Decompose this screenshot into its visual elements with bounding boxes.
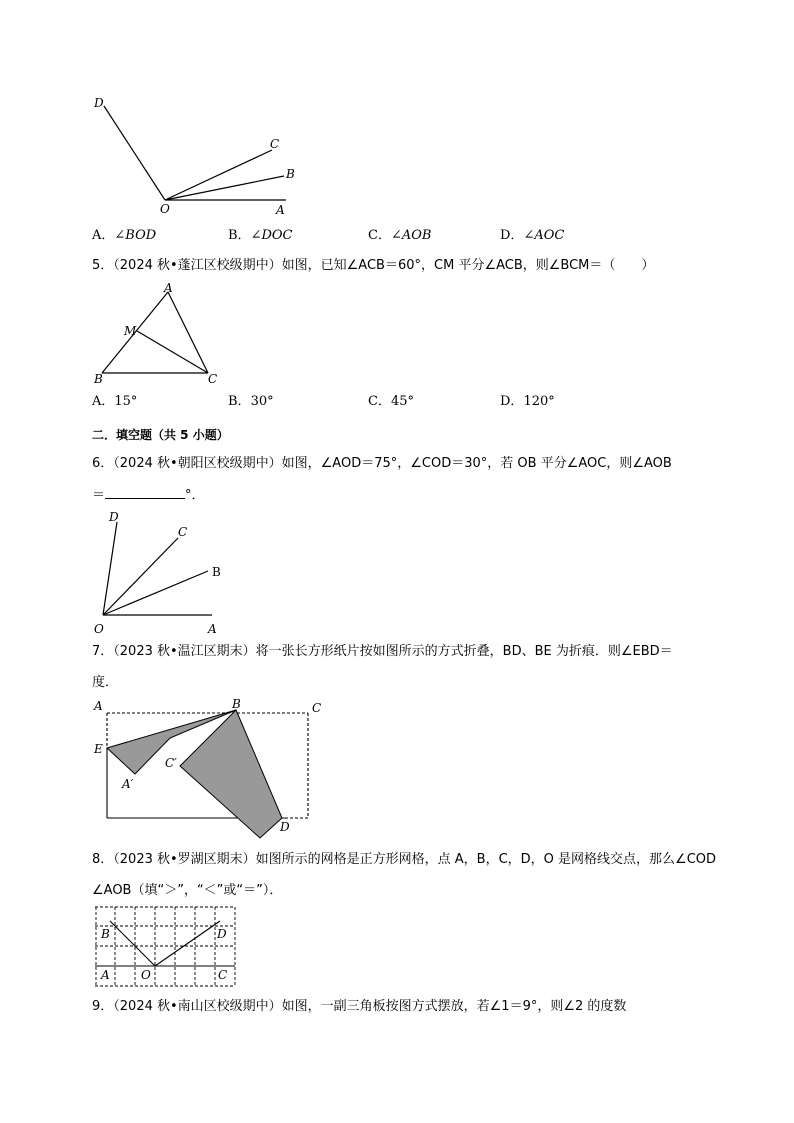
q6-label-c: C xyxy=(178,525,188,539)
option-text: 45° xyxy=(390,394,414,409)
q7-label-a: A xyxy=(94,699,103,713)
ray-od xyxy=(155,921,220,966)
option-text: ∠AOC xyxy=(523,228,565,243)
q7-label-c: C xyxy=(312,701,322,715)
q6-label-a: A xyxy=(208,622,217,636)
option-text: 30° xyxy=(250,394,274,409)
ray-od xyxy=(104,106,165,200)
q8-stem: 8．（2023 秋•罗湖区期末）如图所示的网格是正方形网格，点 A，B，C，D，O 是网格线交点，那么∠COD xyxy=(92,852,717,867)
q5-stem: 5．（2024 秋•蓬江区校级期中）如图，已知∠ACB＝60°，CM 平分∠ACB，则∠BCM＝（ ） xyxy=(92,258,655,273)
q7-line2: 度． xyxy=(92,675,119,690)
q6-equals: ＝ xyxy=(92,488,106,503)
q9-stem: 9．（2024 秋•南山区校级期中）如图，一副三角板按图方式摆放，若∠1＝9°，则∠2 的度数 xyxy=(92,999,627,1014)
q5-label-b: B xyxy=(94,372,103,386)
q5-label-a: A xyxy=(164,281,173,295)
ray-ob xyxy=(110,921,155,966)
option-key: D． xyxy=(500,228,524,243)
ray-oc xyxy=(103,538,178,615)
q6-answer-blank[interactable] xyxy=(105,486,185,499)
q7-fold-figure xyxy=(90,696,330,846)
section-title: 二．填空题（共 5 小题） xyxy=(92,428,229,442)
ray-ob xyxy=(103,571,208,615)
q8-label-a: A xyxy=(101,968,110,982)
q6-angle-figure xyxy=(90,508,230,628)
option-text: ∠DOC xyxy=(250,228,293,243)
q8-label-b: B xyxy=(101,927,110,941)
option-key: C． xyxy=(368,228,391,243)
q4-label-b: B xyxy=(286,167,295,181)
q5-option-a[interactable] xyxy=(92,394,137,410)
q4-label-d: D xyxy=(94,96,104,110)
option-text: ∠AOB xyxy=(390,228,432,243)
q7-stem: 7．（2023 秋•温江区期末）将一张长方形纸片按如图所示的方式折叠，BD、BE 为折痕．则∠EBD＝ xyxy=(92,644,673,659)
q7-label-d: D xyxy=(280,820,290,834)
option-key: D． xyxy=(500,394,524,409)
q4-label-o: O xyxy=(160,202,170,216)
q8-label-d: D xyxy=(217,927,227,941)
folded-quad-bcd xyxy=(180,710,282,838)
q4-option-a[interactable] xyxy=(92,228,156,244)
q7-label-a-prime: A′ xyxy=(122,777,134,791)
ray-ob xyxy=(165,176,284,200)
option-key: A． xyxy=(92,394,115,409)
ray-oc xyxy=(165,150,272,200)
q6-answer-line xyxy=(92,486,205,504)
q6-stem: 6．（2024 秋•朝阳区校级期中）如图，∠AOD＝75°，∠COD＝30°，若 OB 平分∠AOC，则∠AOB xyxy=(92,456,672,471)
q6-label-d: D xyxy=(109,510,119,524)
q4-label-c: C xyxy=(270,137,280,151)
option-key: B． xyxy=(228,228,251,243)
q8-label-c: C xyxy=(218,968,228,982)
q5-label-m: M xyxy=(124,324,137,338)
q4-option-d[interactable] xyxy=(500,228,564,244)
option-key: A． xyxy=(92,228,115,243)
q6-label-o: O xyxy=(94,622,104,636)
q4-option-b[interactable] xyxy=(228,228,292,244)
option-key: C． xyxy=(368,394,391,409)
q5-label-c: C xyxy=(208,372,218,386)
q5-option-d[interactable] xyxy=(500,394,555,410)
q7-label-e: E xyxy=(94,742,103,756)
q7-label-c-prime: C′ xyxy=(165,756,177,770)
q8-line2: ∠AOB（填“＞”，“＜”或“＝”）． xyxy=(92,883,283,898)
option-text: 120° xyxy=(523,394,555,409)
q6-label-b: B xyxy=(212,565,221,579)
option-text: 15° xyxy=(114,394,138,409)
q4-label-a: A xyxy=(276,203,285,217)
q4-option-c[interactable] xyxy=(368,228,431,244)
q5-option-b[interactable] xyxy=(228,394,274,410)
option-text: ∠BOD xyxy=(114,228,157,243)
q5-option-c[interactable] xyxy=(368,394,414,410)
q7-label-b: B xyxy=(232,697,241,711)
ray-od xyxy=(103,522,117,615)
q8-label-o: O xyxy=(141,968,151,982)
q6-degree-suffix: °． xyxy=(185,488,205,503)
option-key: B． xyxy=(228,394,251,409)
